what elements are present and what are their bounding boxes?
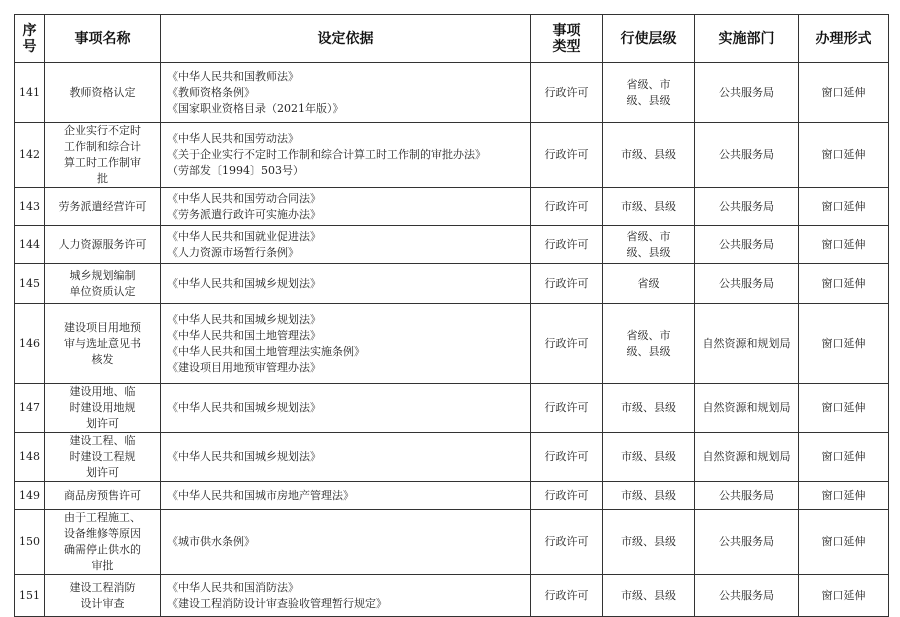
implementing-department-cell [695,188,799,226]
handling-form: 窗口延伸 [821,450,866,463]
header-item-type: 事项类型 [531,15,603,63]
legal-basis-line: 《中华人民共和国城乡规划法》 [167,450,321,463]
table-row [15,264,889,304]
table-row [15,226,889,264]
implementing-department: 自然资源和规划局 [702,336,791,350]
header-handling-form: 办理形式 [799,15,889,63]
serial-number-cell [15,63,45,123]
implementing-department-cell [695,226,799,264]
exercise-level: 省级、市级、县级 [626,229,671,259]
serial-number: 145 [19,276,40,290]
item-name: 教师资格认定 [69,85,136,99]
implementing-department: 自然资源和规划局 [702,401,791,414]
legal-basis-cell [161,188,531,226]
implementing-department-cell [695,433,799,482]
item-type: 行政许可 [544,535,589,548]
implementing-department: 公共服务局 [719,237,774,251]
item-type-cell [531,63,603,123]
handling-form-cell [799,63,889,123]
handling-form: 窗口延伸 [821,488,866,502]
exercise-level-cell [603,188,695,226]
legal-basis-cell [161,264,531,304]
serial-number-cell [15,264,45,304]
handling-form-cell [799,304,889,384]
table-row [15,123,889,188]
implementing-department-cell [695,510,799,575]
item-name-cell [45,304,161,384]
serial-number: 146 [19,336,40,350]
header-exercise-level: 行使层级 [603,15,695,63]
item-type-cell [531,123,603,188]
serial-number: 147 [19,401,40,414]
implementing-department: 公共服务局 [719,588,774,602]
exercise-level-cell [603,264,695,304]
legal-basis-line: 《人力资源市场暂行条例》 [167,245,299,259]
item-type-cell [531,304,603,384]
implementing-department: 公共服务局 [719,148,774,161]
table-row [15,433,889,482]
legal-basis-cell [161,433,531,482]
implementing-department-cell [695,304,799,384]
exercise-level-cell [603,510,695,575]
handling-form: 窗口延伸 [821,237,866,251]
legal-basis-line: 《中华人民共和国就业促进法》 [167,229,321,243]
handling-form: 窗口延伸 [821,148,866,161]
exercise-level-cell [603,433,695,482]
exercise-level-cell [603,304,695,384]
legal-basis-line: 《中华人民共和国消防法》 [167,580,299,594]
implementing-department-cell [695,384,799,433]
header-legal-basis: 设定依据 [161,15,531,63]
item-type-cell [531,226,603,264]
legal-basis-line: 《中华人民共和国城乡规划法》 [167,276,321,290]
exercise-level-cell [603,384,695,433]
implementing-department: 公共服务局 [719,276,774,290]
item-type: 行政许可 [544,148,589,161]
implementing-department-cell [695,482,799,510]
legal-basis-line: 《中华人民共和国土地管理法》 [167,328,321,342]
exercise-level-cell [603,226,695,264]
item-name: 商品房预售许可 [64,488,141,502]
implementing-department: 公共服务局 [719,535,774,548]
item-name: 人力资源服务许可 [58,237,147,251]
legal-basis-line: 《中华人民共和国劳动法》 [167,132,299,145]
implementing-department-cell [695,63,799,123]
handling-form: 窗口延伸 [821,336,866,350]
legal-basis-cell [161,482,531,510]
handling-form-cell [799,123,889,188]
serial-number-cell [15,384,45,433]
legal-basis-line: 《中华人民共和国城乡规划法》 [167,312,321,326]
exercise-level: 市级、县级 [621,199,676,213]
item-name: 建设项目用地预审与选址意见书核发 [64,320,141,366]
implementing-department-cell [695,264,799,304]
item-type-cell [531,264,603,304]
item-name: 建设用地、临时建设用地规划许可 [69,385,136,430]
implementing-department: 公共服务局 [719,488,774,502]
legal-basis-cell [161,63,531,123]
legal-basis-cell [161,510,531,575]
handling-form-cell [799,482,889,510]
implementing-department: 公共服务局 [719,85,774,99]
item-type-cell [531,433,603,482]
serial-number-cell [15,188,45,226]
item-type-cell [531,482,603,510]
item-name: 由于工程施工、设备维修等原因确需停止供水的审批 [64,511,141,572]
item-type: 行政许可 [544,237,589,251]
item-type: 行政许可 [544,199,589,213]
exercise-level: 省级、市级、县级 [626,77,671,107]
table-row [15,304,889,384]
serial-number: 151 [19,588,40,602]
item-type: 行政许可 [544,401,589,414]
table-row [15,482,889,510]
implementing-department-cell [695,123,799,188]
item-name-cell [45,482,161,510]
legal-basis-line: 《劳务派遣行政许可实施办法》 [167,207,321,221]
item-name: 建设工程消防设计审查 [69,580,136,610]
item-name-cell [45,188,161,226]
header-serial-number: 序号 [15,15,45,63]
item-name: 企业实行不定时工作制和综合计算工时工作制审批 [64,124,141,185]
legal-basis-cell [161,123,531,188]
table-row [15,188,889,226]
item-name-cell [45,384,161,433]
legal-basis-line: 《建设工程消防设计审查验收管理暂行规定》 [167,596,387,610]
handling-form-cell [799,188,889,226]
serial-number: 143 [19,199,40,213]
serial-number-cell [15,433,45,482]
item-type: 行政许可 [544,336,589,350]
legal-basis-line: 《中华人民共和国城市房地产管理法》 [167,488,354,502]
serial-number: 141 [19,85,40,99]
legal-basis-line: 《关于企业实行不定时工作制和综合计算工时工作制的审批办法》 [167,148,486,161]
exercise-level-cell [603,63,695,123]
table-header-row [15,15,889,63]
handling-form: 窗口延伸 [821,199,866,213]
item-type-cell [531,510,603,575]
serial-number: 150 [19,535,40,548]
exercise-level: 省级 [637,276,660,290]
serial-number: 149 [19,488,40,502]
handling-form: 窗口延伸 [821,401,866,414]
exercise-level: 市级、县级 [621,450,676,463]
serial-number-cell [15,226,45,264]
legal-basis-cell [161,304,531,384]
item-name-cell [45,63,161,123]
serial-number-cell [15,123,45,188]
handling-form-cell [799,226,889,264]
implementing-department: 自然资源和规划局 [702,450,791,463]
handling-form-cell [799,433,889,482]
handling-form-cell [799,264,889,304]
item-type-cell [531,188,603,226]
table-row [15,510,889,575]
legal-basis-line: 《城市供水条例》 [167,535,255,548]
items-table [14,14,889,617]
exercise-level: 市级、县级 [621,401,676,414]
serial-number-cell [15,304,45,384]
legal-basis-line: 《建设项目用地预审管理办法》 [167,360,321,374]
item-type-cell [531,384,603,433]
item-name-cell [45,433,161,482]
legal-basis-line: 《中华人民共和国劳动合同法》 [167,191,321,205]
item-name-cell [45,123,161,188]
legal-basis-line: 《国家职业资格目录（2021年版）》 [167,101,344,115]
item-type: 行政许可 [544,450,589,463]
item-name: 建设工程、临时建设工程规划许可 [69,434,136,479]
legal-basis-cell [161,384,531,433]
handling-form: 窗口延伸 [821,535,866,548]
item-type: 行政许可 [544,488,589,502]
legal-basis-cell [161,226,531,264]
legal-basis-line: （劳部发〔1994〕503号） [167,164,304,177]
handling-form: 窗口延伸 [821,276,866,290]
legal-basis-line: 《教师资格条例》 [167,85,255,99]
item-name-cell [45,510,161,575]
handling-form: 窗口延伸 [821,588,866,602]
item-type: 行政许可 [544,85,589,99]
serial-number-cell [15,482,45,510]
legal-basis-line: 《中华人民共和国土地管理法实施条例》 [167,344,365,358]
item-name-cell [45,264,161,304]
serial-number: 142 [19,148,40,161]
table-row [15,384,889,433]
serial-number: 148 [19,450,40,463]
exercise-level-cell [603,123,695,188]
exercise-level: 市级、县级 [621,588,676,602]
implementing-department: 公共服务局 [719,199,774,213]
exercise-level-cell [603,482,695,510]
item-type: 行政许可 [544,276,589,290]
header-implementing-department: 实施部门 [695,15,799,63]
item-name-cell [45,226,161,264]
exercise-level: 省级、市级、县级 [626,328,671,358]
legal-basis-line: 《中华人民共和国教师法》 [167,69,299,83]
serial-number: 144 [19,237,40,251]
handling-form: 窗口延伸 [821,85,866,99]
item-name: 城乡规划编制单位资质认定 [69,268,136,298]
handling-form-cell [799,384,889,433]
exercise-level: 市级、县级 [621,488,676,502]
item-name: 劳务派遣经营许可 [58,199,147,213]
legal-basis-line: 《中华人民共和国城乡规划法》 [167,401,321,414]
header-item-name: 事项名称 [45,15,161,63]
exercise-level: 市级、县级 [621,148,676,161]
serial-number-cell [15,510,45,575]
exercise-level: 市级、县级 [621,535,676,548]
table-row [15,63,889,123]
handling-form-cell [799,510,889,575]
item-type: 行政许可 [544,588,589,602]
